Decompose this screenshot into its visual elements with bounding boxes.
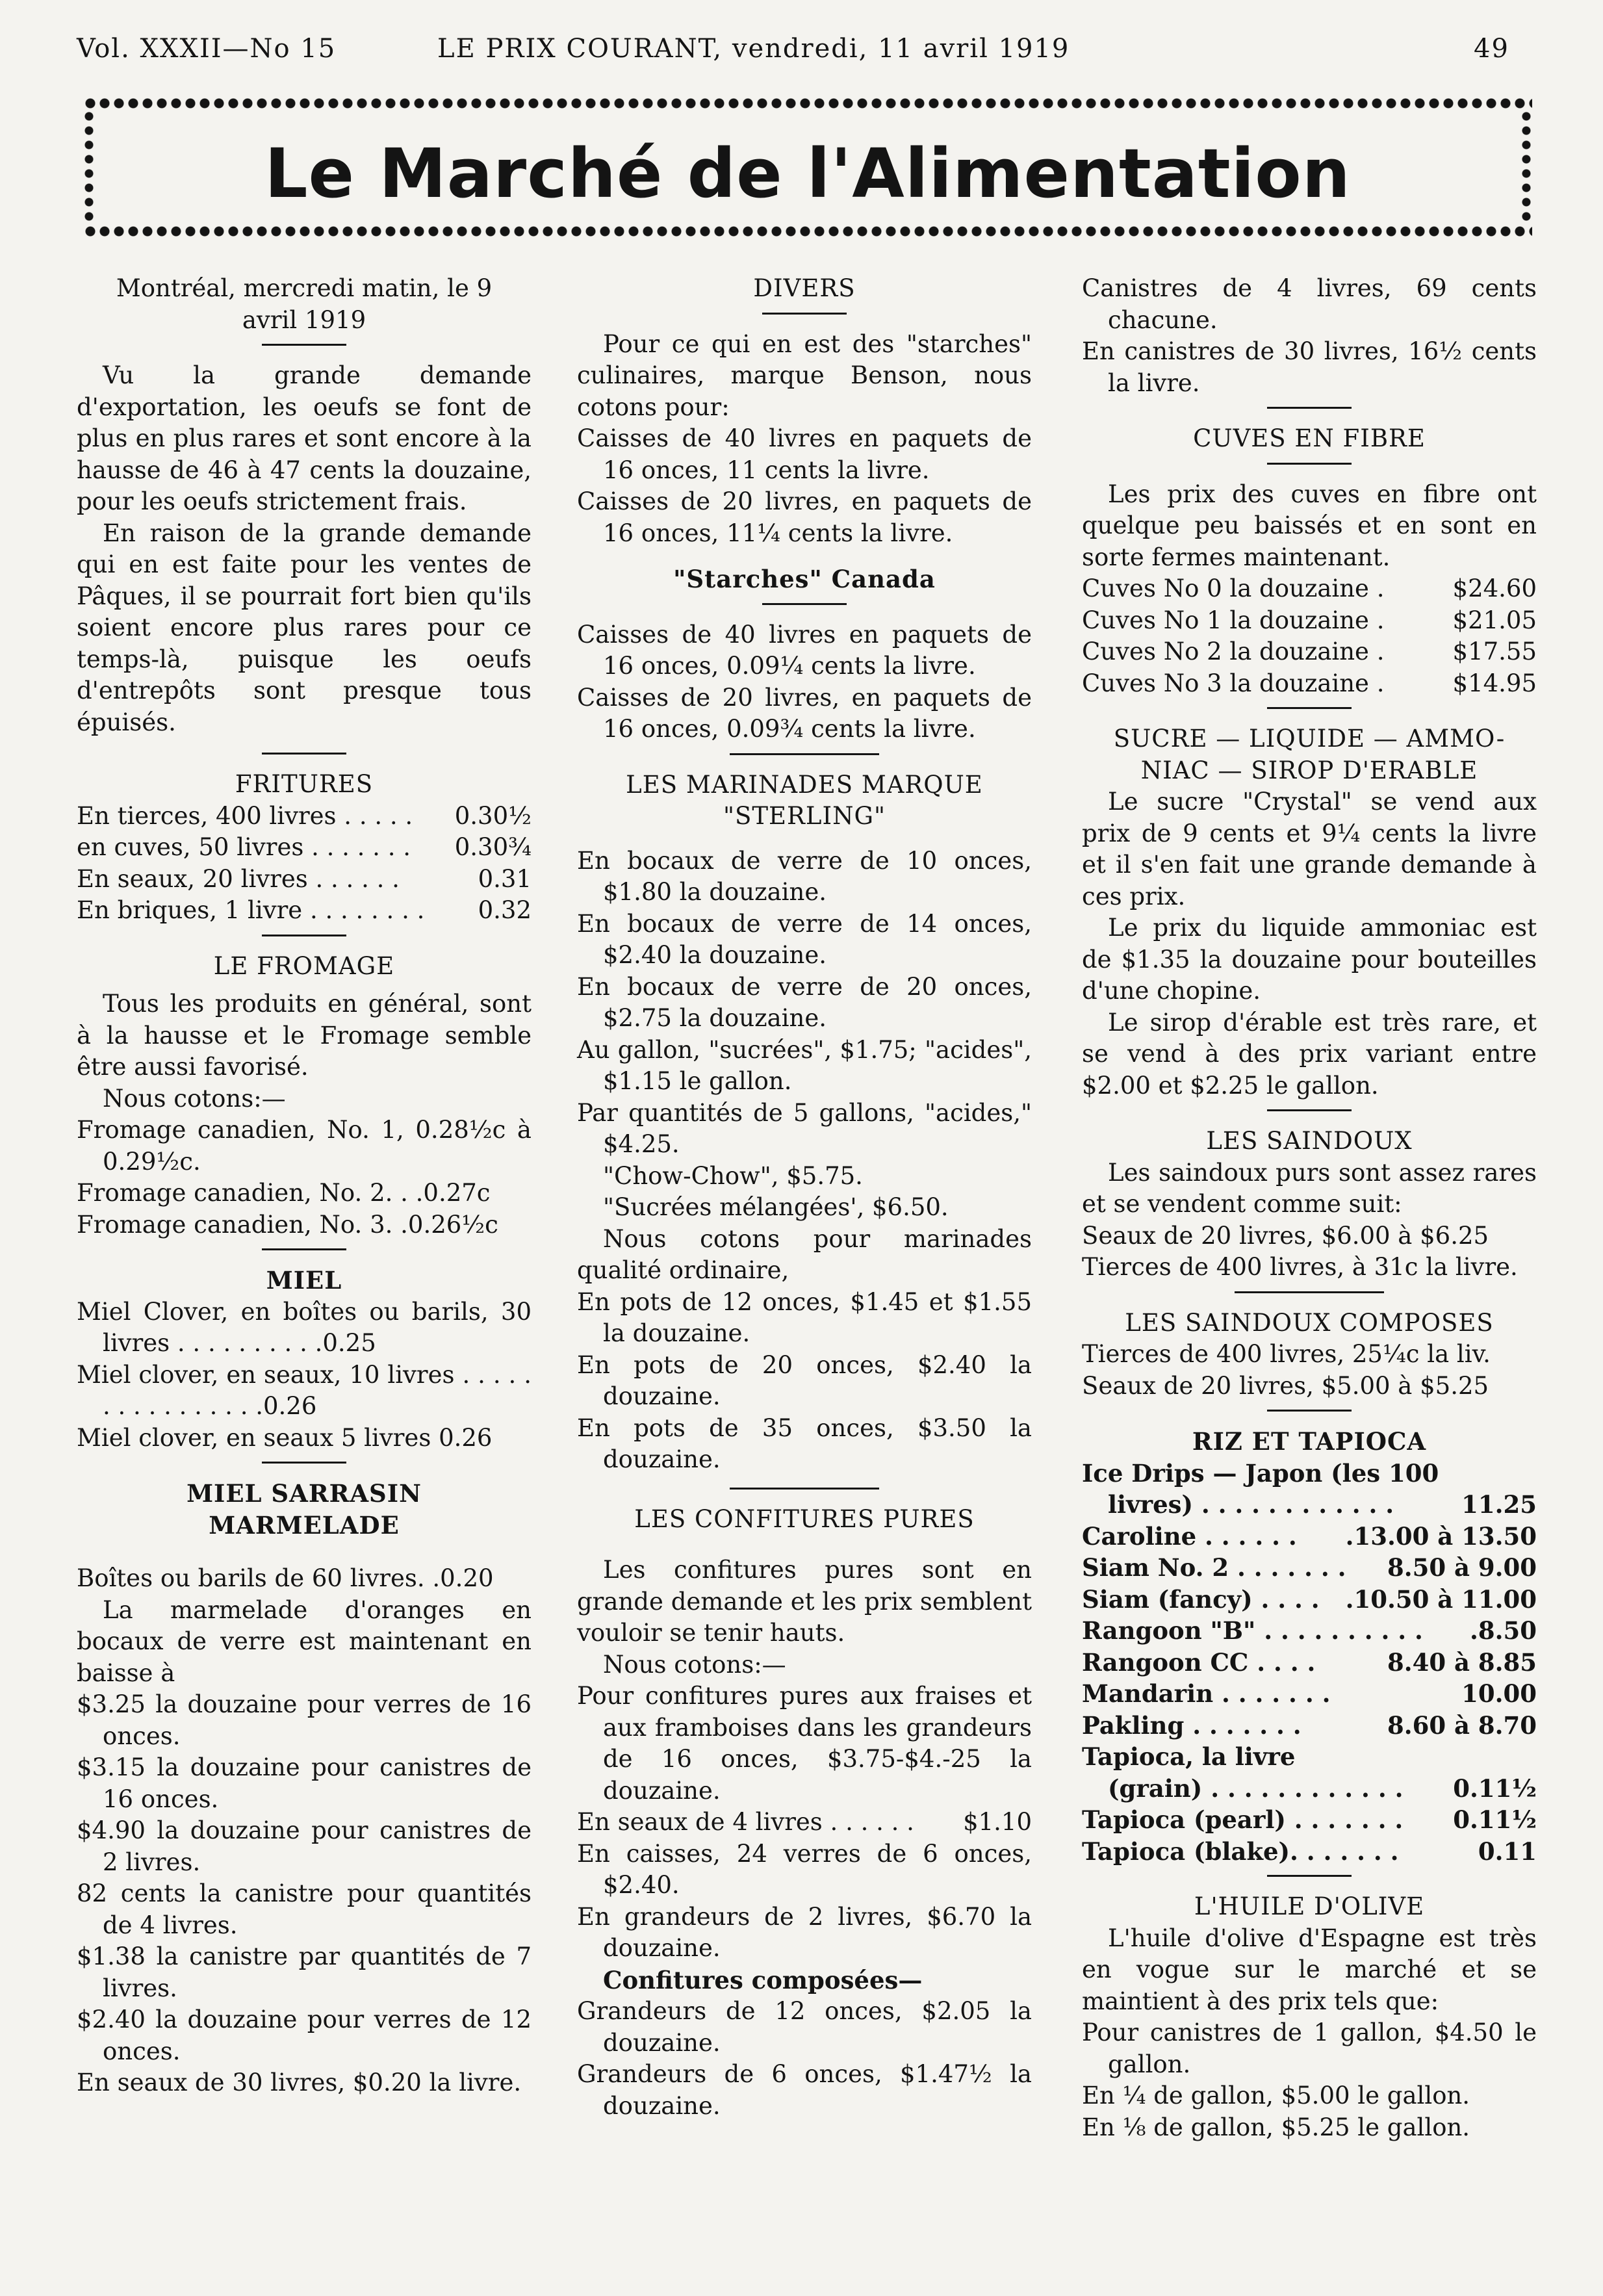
price-row: Tapioca (pearl) . . . . . . . 0.11½ <box>1082 1805 1537 1834</box>
cuves-heading: CUVES EN FIBRE <box>1193 424 1426 452</box>
cuves-paragraph: Les prix des cuves en fibre ont quelque peu baissés et en sont en sorte fermes maintenant. <box>1082 480 1537 571</box>
banner-title: Le Marché de l'Alimentation <box>264 134 1351 213</box>
saindoux-paragraph: Les saindoux purs sont assez rares et se vendent comme suit: <box>1082 1158 1537 1218</box>
confitures-cotons: Nous cotons:— <box>603 1650 786 1679</box>
marinades-item: En bocaux de verre de 14 onces, $2.40 la douzaine. <box>577 909 1032 969</box>
confitures-item-4: En grandeurs de 2 livres, $6.70 la douzaine. <box>577 1902 1032 1962</box>
miel-item-1: Miel Clover, en boîtes ou barils, 30 livres . . . . . . . . . .0.25 <box>77 1297 532 1357</box>
olive-item: Pour canistres de 1 gallon, $4.50 le gallon. <box>1082 2019 1537 2078</box>
starches-heading: "Starches" Canada <box>673 565 936 593</box>
saindoux-item-2: Tierces de 400 livres, à 31c la livre. <box>1082 1253 1518 1281</box>
marmelade-paragraph: La marmelade d'oranges en bocaux de verre est maintenant en baisse à <box>77 1595 532 1687</box>
fromage-item-3: Fromage canadien, No. 3. .0.26½c <box>77 1210 498 1239</box>
price-row: En tierces, 400 livres . . . . . 0.30½ <box>77 801 532 830</box>
olive-heading: L'HUILE D'OLIVE <box>1194 1892 1425 1920</box>
banner-border-bottom <box>83 226 1532 237</box>
confitures-item-1: Pour confitures pures aux fraises et aux framboises dans les grandeurs de 16 onces, $3.75-$4.-25 la douzaine. <box>577 1682 1032 1805</box>
divider <box>262 344 346 346</box>
confitures-item-2: En seaux de 4 livres . . . . . . $1.10 <box>577 1808 1032 1836</box>
marmelade-item: $3.15 la douzaine pour canistres de 16 onces. <box>77 1753 532 1813</box>
sucrees-melangees: "Sucrées mélangées', $6.50. <box>603 1193 949 1221</box>
marinades-item: En bocaux de verre de 10 onces, $1.80 la douzaine. <box>577 846 1032 906</box>
price-row: livres) . . . . . . . . . . . . 11.25 <box>1108 1490 1537 1519</box>
divers-item: Caisses de 20 livres, en paquets de 16 onces, 11¼ cents la livre. <box>577 487 1032 547</box>
olive-item: En ⅛ de gallon, $5.25 le gallon. <box>1082 2113 1470 2141</box>
marmelade-item: $4.90 la douzaine pour canistres de 2 livres. <box>77 1816 532 1876</box>
composes-item-1: Tierces de 400 livres, 25¼c la liv. <box>1082 1340 1491 1368</box>
column-1 <box>77 273 532 2099</box>
chow-chow: "Chow-Chow", $5.75. <box>603 1161 863 1190</box>
confitures-heading: LES CONFITURES PURES <box>634 1504 975 1533</box>
marmelade-item: $3.25 la douzaine pour verres de 16 onces. <box>77 1690 532 1750</box>
fromage-cotons: Nous cotons:— <box>103 1084 286 1113</box>
price-row: Mandarin . . . . . . . 10.00 <box>1082 1679 1537 1708</box>
marmelade-item-1: Boîtes ou barils de 60 livres. .0.20 <box>77 1564 494 1592</box>
marinades-item: Au gallon, "sucrées", $1.75; "acides", $1.15 le gallon. <box>577 1035 1032 1095</box>
price-row: Siam No. 2 . . . . . . . 8.50 à 9.00 <box>1082 1553 1537 1582</box>
dateline: Montréal, mercredi matin, le 9 avril 1919 <box>116 274 493 334</box>
divider <box>1267 1410 1352 1412</box>
price-row: Caroline . . . . . . .13.00 à 13.50 <box>1082 1521 1537 1551</box>
sucre-heading-2: NIAC — SIROP D'ERABLE <box>1140 756 1478 784</box>
starches-item: Caisses de 20 livres, en paquets de 16 onces, 0.09¾ cents la livre. <box>577 683 1032 743</box>
sucre-paragraph-3: Le sirop d'érable est très rare, et se vend à des prix variant entre $2.00 et $2.25 le gallon. <box>1082 1008 1537 1100</box>
composes-heading: LES SAINDOUX COMPOSES <box>1125 1308 1494 1337</box>
divider <box>262 753 346 755</box>
divider <box>730 753 879 755</box>
journal-dateline: LE PRIX COURANT, vendredi, 11 avril 1919 <box>437 34 1070 64</box>
marinades-item: En bocaux de verre de 20 onces, $2.75 la douzaine. <box>577 972 1032 1032</box>
marinades-item: Par quantités de 5 gallons, "acides," $4.25. <box>577 1098 1032 1158</box>
fromage-item-1: Fromage canadien, No. 1, 0.28½c à 0.29½c. <box>77 1116 532 1176</box>
composees-heading: Confitures composées— <box>603 1965 923 1994</box>
divers-heading: DIVERS <box>753 274 856 302</box>
divider <box>730 1488 879 1490</box>
confitures-item-3: En caisses, 24 verres de 6 onces, $2.40. <box>577 1839 1032 1899</box>
starches-item: Caisses de 40 livres en paquets de 16 onces, 0.09¼ cents la livre. <box>577 620 1032 680</box>
price-row: Tapioca (blake). . . . . . . 0.11 <box>1082 1837 1537 1866</box>
price-row: en cuves, 50 livres . . . . . . . 0.30¾ <box>77 833 532 861</box>
divider <box>262 935 346 936</box>
olive-item: En ¼ de gallon, $5.00 le gallon. <box>1082 2082 1470 2109</box>
divers-item: Caisses de 40 livres en paquets de 16 onces, 11 cents la livre. <box>577 424 1032 484</box>
saindoux-heading: LES SAINDOUX <box>1206 1127 1413 1155</box>
divider <box>262 1462 346 1464</box>
banner-border-top <box>83 97 1532 109</box>
divider <box>1267 407 1352 409</box>
marinades-heading-2: "STERLING" <box>723 802 886 830</box>
riz-heading: RIZ ET TAPIOCA <box>1192 1427 1427 1456</box>
divider <box>1267 1109 1352 1111</box>
column-3 <box>1082 273 1537 2143</box>
marmelade-item: 82 cents la canistre pour quantités de 4 livres. <box>77 1879 532 1939</box>
section-banner <box>83 97 1532 237</box>
divider <box>1267 463 1352 465</box>
divider <box>1267 1875 1352 1877</box>
marinades-pot: En pots de 35 onces, $3.50 la douzaine. <box>577 1413 1032 1473</box>
price-row: Cuves No 0 la douzaine . $24.60 <box>1082 574 1537 602</box>
fromage-heading: LE FROMAGE <box>213 951 395 980</box>
marinades-heading-1: LES MARINADES MARQUE <box>626 770 983 799</box>
price-row: Cuves No 3 la douzaine . $14.95 <box>1082 669 1537 697</box>
fromage-item-2: Fromage canadien, No. 2. . .0.27c <box>77 1179 491 1207</box>
divider <box>1235 1291 1384 1293</box>
marmelade-heading: MARMELADE <box>209 1510 400 1540</box>
canistres-item-1: Canistres de 4 livres, 69 cents chacune. <box>1082 274 1537 334</box>
price-row: Rangoon CC . . . . 8.40 à 8.85 <box>1082 1647 1537 1677</box>
marinades-pot: En pots de 12 onces, $1.45 et $1.55 la douzaine. <box>577 1287 1032 1347</box>
sucre-paragraph-2: Le prix du liquide ammoniac est de $1.35 la douzaine pour bouteilles d'une chopine. <box>1082 914 1537 1005</box>
price-row: En seaux, 20 livres . . . . . . 0.31 <box>77 864 532 893</box>
riz-list <box>1082 1458 1537 1868</box>
price-row: Cuves No 1 la douzaine . $21.05 <box>1082 606 1537 634</box>
composees-item: Grandeurs de 12 onces, $2.05 la douzaine. <box>577 1997 1032 2057</box>
sucre-heading-1: SUCRE — LIQUIDE — AMMO- <box>1113 725 1506 753</box>
miel-item-3: Miel clover, en seaux 5 livres 0.26 <box>77 1423 493 1452</box>
column-2 <box>577 273 1032 2122</box>
divider <box>762 313 847 315</box>
marmelade-item: $1.38 la canistre par quantités de 7 livres. <box>77 1942 532 2002</box>
price-row: En briques, 1 livre . . . . . . . . 0.32 <box>77 896 532 924</box>
marmelade-item: $2.40 la douzaine pour verres de 12 onces. <box>77 2006 532 2065</box>
sucre-paragraph-1: Le sucre "Crystal" se vend aux prix de 9 cents et 9¼ cents la livre et il s'en fait une grande demande à ces prix. <box>1082 788 1537 910</box>
price-row: Pakling . . . . . . . 8.60 à 8.70 <box>1082 1710 1537 1740</box>
riz-item: Ice Drips — Japon (les 100 <box>1082 1458 1439 1488</box>
page-number: 49 <box>1474 34 1509 64</box>
olive-paragraph: L'huile d'olive d'Espagne est très en vogue sur le marché et se maintient à des prix tels que: <box>1082 1924 1537 2015</box>
price-row: Siam (fancy) . . . . .10.50 à 11.00 <box>1082 1584 1537 1614</box>
price-row: Rangoon "B" . . . . . . . . . . .8.50 <box>1082 1616 1537 1645</box>
oeufs-paragraph-1: Vu la grande demande d'exportation, les oeufs se font de plus en plus rares et sont encore à la hausse de 46 à 47 cents la douzaine, pour les oeufs strictement frais. <box>77 361 532 515</box>
divider <box>1267 707 1352 709</box>
miel-heading: MIEL <box>266 1266 342 1295</box>
tapioca-label: Tapioca, la livre <box>1082 1742 1296 1771</box>
composees-item: Grandeurs de 6 onces, $1.47½ la douzaine. <box>577 2060 1032 2120</box>
fritures-heading: FRITURES <box>235 770 374 798</box>
composes-item-2: Seaux de 20 livres, $5.00 à $5.25 <box>1082 1371 1489 1400</box>
oeufs-paragraph-2: En raison de la grande demande qui en est faite pour les ventes de Pâques, il se pourrait fort bien qu'ils soient encore plus rares pour ce temps-là, puisque les oeufs d'entrepôts sont presque tous épuisés. <box>77 519 532 736</box>
marmelade-item: En seaux de 30 livres, $0.20 la livre. <box>77 2069 522 2096</box>
marinades-paragraph: Nous cotons pour marinades qualité ordinaire, <box>577 1224 1032 1284</box>
saindoux-item-1: Seaux de 20 livres, $6.00 à $6.25 <box>1082 1221 1489 1250</box>
divider <box>262 1248 346 1250</box>
marinades-pot: En pots de 20 onces, $2.40 la douzaine. <box>577 1350 1032 1410</box>
divider <box>762 603 847 605</box>
canistres-item-2: En canistres de 30 livres, 16½ cents la livre. <box>1082 337 1537 397</box>
divers-paragraph: Pour ce qui en est des "starches" culinaires, marque Benson, nous cotons pour: <box>577 329 1032 421</box>
fritures-list <box>77 801 532 927</box>
price-row: (grain) . . . . . . . . . . . . 0.11½ <box>1108 1774 1537 1803</box>
miel-item-2: Miel clover, en seaux, 10 livres . . . . . . . . . . . . . . . .0.26 <box>77 1360 532 1420</box>
sarrasin-heading: MIEL SARRASIN <box>186 1479 422 1508</box>
price-row: Cuves No 2 la douzaine . $17.55 <box>1082 638 1537 665</box>
confitures-paragraph: Les confitures pures sont en grande demande et les prix semblent vouloir se tenir hauts. <box>577 1556 1032 1647</box>
fromage-paragraph: Tous les produits en général, sont à la hausse et le Fromage semble être aussi favorisé. <box>77 990 532 1081</box>
volume-number: Vol. XXXII—No 15 <box>77 34 337 64</box>
